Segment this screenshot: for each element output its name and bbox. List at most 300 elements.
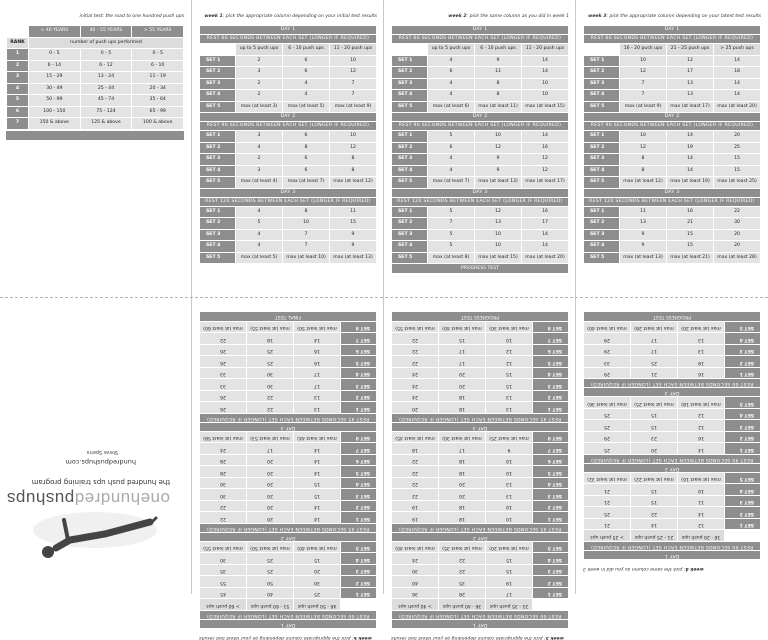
rep-count: 15 [486, 368, 533, 380]
set-row [200, 432, 377, 444]
rep-count: max (at least 30) [486, 322, 533, 334]
column-header: 46 - 50 push ups [294, 599, 341, 611]
rep-count: 16 [294, 345, 341, 357]
rep-count: 4 [236, 241, 283, 253]
rep-count: 12 [330, 142, 377, 154]
rep-count: 3 [236, 165, 283, 177]
rep-count: 6 [283, 55, 330, 67]
rep-count: 12 [475, 206, 522, 218]
set-label: SET 1 [341, 588, 377, 600]
set-label: SET 2 [584, 67, 620, 79]
rep-count: 18 [392, 443, 439, 455]
rank-label: RANK [7, 37, 29, 49]
day-title: DAY 2 [200, 113, 377, 122]
set-label: SET 2 [584, 142, 620, 154]
set-row [392, 466, 569, 478]
rep-count: 15 [486, 553, 533, 565]
rep-count: 15 [631, 496, 678, 508]
rep-count: max (at least 50) [247, 542, 294, 554]
rep-count: 18 [678, 356, 725, 368]
rep-count: 18 [439, 501, 486, 513]
set-label: SET 2 [341, 501, 377, 513]
rep-count: 13 [486, 402, 533, 414]
set-label: SET 3 [725, 496, 761, 508]
column-header: up to 5 push ups [428, 44, 475, 56]
rep-count: 12 [667, 55, 714, 67]
website-url: hundredpushups.com [65, 458, 136, 466]
day-title: DAY 1 [392, 26, 569, 35]
set-label: SET 1 [200, 206, 236, 218]
set-row [200, 588, 377, 600]
rank-row [7, 118, 184, 130]
day-title: DAY 2 [584, 113, 761, 122]
rest-instruction: REST 60 SECONDS BETWEEN EACH SET (LONGER IF REQUIRED) [392, 35, 569, 44]
set-label: SET 4 [533, 553, 569, 565]
set-label: SET 3 [341, 565, 377, 577]
rep-count: 22 [200, 501, 247, 513]
rep-count: 10 [475, 241, 522, 253]
rep-count: max (at least 60) [200, 322, 247, 334]
blank-cell [725, 530, 761, 542]
set-label: SET 4 [584, 241, 620, 253]
rest-instruction: REST 45 SECONDS BETWEEN EACH SET (LONGER IF REQUIRED) [392, 524, 569, 533]
set-label: SET 5 [341, 542, 377, 554]
rep-count: 10 [620, 55, 667, 67]
set-label: SET 1 [725, 368, 761, 380]
rep-count: 22 [247, 391, 294, 403]
set-row [584, 101, 761, 113]
rep-count: 10 [486, 455, 533, 467]
rep-count: 22 [392, 478, 439, 490]
table-cell: 100 & above [132, 118, 184, 130]
set-row [584, 333, 761, 345]
week-table [583, 311, 761, 560]
rep-count: 20 [392, 402, 439, 414]
set-row [392, 368, 569, 380]
rep-count: 8 [475, 78, 522, 90]
rep-count: 21 [667, 218, 714, 230]
rep-count: 10 [486, 512, 533, 524]
rep-count: 15 [667, 229, 714, 241]
rep-count: 10 [475, 229, 522, 241]
rep-count: 4 [283, 90, 330, 102]
rep-count: max (at least 30) [439, 432, 486, 444]
rep-count: 11 [330, 206, 377, 218]
rep-count: 16 [294, 356, 341, 368]
rep-count: max (at least 6) [428, 101, 475, 113]
set-row [584, 496, 761, 508]
rep-count: max (at least 15) [522, 101, 569, 113]
rep-count: 5 [428, 206, 475, 218]
rep-count: 14 [667, 131, 714, 143]
set-label: SET 2 [533, 576, 569, 588]
set-label: SET 8 [533, 432, 569, 444]
set-row [584, 507, 761, 519]
tagline: the hundred push ups training program [31, 478, 170, 486]
table-cell: 15 - 29 [29, 72, 81, 84]
set-row [392, 356, 569, 368]
rep-count: 19 [392, 501, 439, 513]
rep-count: 4 [236, 206, 283, 218]
rep-count: 4 [428, 55, 475, 67]
rep-count: 13 [294, 391, 341, 403]
set-label: SET 1 [341, 512, 377, 524]
rep-count: 24 [392, 379, 439, 391]
set-row [200, 101, 377, 113]
rep-count: 13 [475, 218, 522, 230]
rep-count: 10 [330, 131, 377, 143]
set-label: SET 5 [533, 466, 569, 478]
day-title: DAY 1 [392, 620, 569, 629]
rep-count: 12 [486, 345, 533, 357]
rank-row [7, 60, 184, 72]
set-row [584, 67, 761, 79]
rep-count: 9 [486, 443, 533, 455]
table-cell: 150 & above [29, 118, 81, 130]
set-row [200, 252, 377, 264]
day-title: DAY 1 [584, 551, 761, 560]
rep-count: 13 [294, 402, 341, 414]
set-label: SET 5 [392, 101, 428, 113]
set-label: SET 6 [341, 345, 377, 357]
rep-count: 21 [584, 496, 631, 508]
rep-count: 17 [439, 443, 486, 455]
set-row [392, 379, 569, 391]
rep-count: 28 [439, 588, 486, 600]
rep-count: max (at least 20) [678, 322, 725, 334]
rep-count: 20 [247, 478, 294, 490]
rep-count: 16 [667, 206, 714, 218]
rep-count: 10 [522, 90, 569, 102]
rep-count: 18 [247, 333, 294, 345]
blank-cell [392, 44, 428, 56]
set-row [200, 565, 377, 577]
rep-count: 30 [247, 368, 294, 380]
rep-count: 12 [620, 67, 667, 79]
rep-count: 14 [522, 229, 569, 241]
day-title: DAY 2 [200, 533, 377, 542]
set-label: SET 4 [341, 553, 377, 565]
rep-count: 15 [486, 379, 533, 391]
table-cell: 4 [7, 83, 29, 95]
rep-count: 10 [475, 131, 522, 143]
column-header: 11 - 20 push ups [522, 44, 569, 56]
table-cell: 6 - 14 [29, 60, 81, 72]
rep-count: 15 [294, 489, 341, 501]
rank-row [7, 72, 184, 84]
rep-count: 17 [522, 218, 569, 230]
table-cell: 0 - 5 [132, 49, 184, 61]
set-label: SET 3 [392, 154, 428, 166]
rep-count: 26 [200, 356, 247, 368]
table-cell: 125 & above [80, 118, 132, 130]
set-label: SET 2 [725, 432, 761, 444]
set-label: SET 3 [533, 379, 569, 391]
rep-count: 36 [392, 588, 439, 600]
rep-count: 20 [439, 489, 486, 501]
rep-count: 18 [439, 402, 486, 414]
set-row [200, 142, 377, 154]
rep-count: max (at least 53) [247, 432, 294, 444]
set-row [392, 588, 569, 600]
rep-count: 17 [631, 333, 678, 345]
week-table [199, 311, 377, 629]
rep-count: 20 [247, 466, 294, 478]
set-label: SET 1 [533, 512, 569, 524]
initial-test-table [6, 25, 184, 130]
blank-cell [341, 599, 377, 611]
set-row [584, 473, 761, 485]
rep-count: max (at least 40) [294, 542, 341, 554]
rep-count: 19 [392, 512, 439, 524]
set-label: SET 4 [200, 90, 236, 102]
initial-caption: initial test: the road to one hundred push ups [79, 14, 184, 19]
set-row [584, 78, 761, 90]
rep-count: 22 [439, 565, 486, 577]
set-label: SET 3 [584, 229, 620, 241]
rep-count: 12 [522, 154, 569, 166]
set-label: SET 3 [584, 78, 620, 90]
blank-cell [584, 44, 620, 56]
set-row [392, 154, 569, 166]
rep-count: max (at least 20) [522, 252, 569, 264]
table-cell: 100 - 150 [29, 106, 81, 118]
set-row [392, 78, 569, 90]
set-row [584, 519, 761, 531]
set-row [392, 553, 569, 565]
rep-count: 4 [236, 229, 283, 241]
set-label: SET 5 [200, 177, 236, 189]
rep-count: 10 [678, 484, 725, 496]
set-row [392, 229, 569, 241]
set-label: SET 4 [584, 90, 620, 102]
set-label: SET 2 [392, 67, 428, 79]
cover-panel [6, 420, 184, 570]
rep-count: 22 [392, 356, 439, 368]
rep-count: 12 [330, 67, 377, 79]
rep-count: 30 [200, 489, 247, 501]
rep-count: 26 [200, 402, 247, 414]
test-footer: FINAL TEST [200, 312, 377, 322]
set-label: SET 4 [392, 241, 428, 253]
day-title: DAY 2 [392, 533, 569, 542]
rep-count: max (at least 9) [620, 101, 667, 113]
rep-count: max (at least 12) [330, 177, 377, 189]
rep-count: 15 [439, 333, 486, 345]
rep-count: max (at least 40) [439, 322, 486, 334]
rep-count: 15 [667, 241, 714, 253]
rep-count: 9 [620, 229, 667, 241]
table-cell: 20 - 34 [132, 83, 184, 95]
rep-count: max (at least 35) [439, 542, 486, 554]
rep-count: 19 [667, 142, 714, 154]
set-label: SET 5 [200, 101, 236, 113]
set-row [392, 55, 569, 67]
rep-count: max (at least 22) [631, 473, 678, 485]
rep-count: max (at least 4) [236, 177, 283, 189]
rest-instruction: REST 120 SECONDS BETWEEN EACH SET (LONGER IF REQUIRED) [584, 197, 761, 206]
rep-count: 14 [714, 78, 761, 90]
rep-count: 22 [200, 333, 247, 345]
rep-count: max (at least 55) [247, 322, 294, 334]
set-label: SET 2 [341, 391, 377, 403]
set-row [200, 576, 377, 588]
set-label: SET 5 [200, 252, 236, 264]
rank-row [7, 83, 184, 95]
set-row [584, 252, 761, 264]
age-header: > 55 YEARS [132, 26, 184, 38]
set-row [584, 165, 761, 177]
rep-count: 2 [236, 78, 283, 90]
rep-count: 10 [620, 131, 667, 143]
set-row [392, 333, 569, 345]
column-header: > 40 push ups [392, 599, 439, 611]
table-cell: 13 - 24 [80, 72, 132, 84]
set-label: SET 3 [200, 229, 236, 241]
rep-count: 29 [584, 333, 631, 345]
set-row [584, 484, 761, 496]
table-cell: 5 [7, 95, 29, 107]
set-row [392, 142, 569, 154]
set-label: SET 7 [341, 443, 377, 455]
rep-count: 14 [522, 67, 569, 79]
age-header: 40 - 55 YEARS [80, 26, 132, 38]
rep-count: 13 [678, 345, 725, 357]
rep-count: 15 [714, 165, 761, 177]
rep-count: 7 [283, 229, 330, 241]
rep-count: 17 [667, 67, 714, 79]
rep-count: 14 [294, 455, 341, 467]
rest-instruction: REST 45 SECONDS BETWEEN EACH SET (LONGER IF REQUIRED) [392, 414, 569, 423]
set-row [584, 154, 761, 166]
rep-count: 30 [200, 478, 247, 490]
rep-count: 15 [631, 484, 678, 496]
rep-count: 13 [486, 489, 533, 501]
table-cell: 1 [7, 49, 29, 61]
rep-count: 20 [631, 443, 678, 455]
rep-count: 2 [236, 154, 283, 166]
set-label: SET 3 [200, 78, 236, 90]
rep-count: 14 [294, 512, 341, 524]
set-label: SET 4 [392, 90, 428, 102]
set-row [392, 489, 569, 501]
set-row [584, 218, 761, 230]
rep-count: 14 [678, 507, 725, 519]
rep-count: 15 [330, 218, 377, 230]
set-label: SET 4 [584, 165, 620, 177]
rep-count: max (at least 36) [584, 397, 631, 409]
day-title: DAY 3 [200, 423, 377, 432]
rep-count: max (at least 9) [330, 101, 377, 113]
set-label: SET 3 [392, 78, 428, 90]
week5-panel [391, 311, 569, 640]
rep-count: 28 [200, 466, 247, 478]
set-label: SET 2 [341, 576, 377, 588]
rep-count: 5 [428, 229, 475, 241]
rep-count: 14 [667, 165, 714, 177]
table-cell: 6 - 12 [80, 60, 132, 72]
column-header: 21 - 25 push ups [631, 530, 678, 542]
rep-count: 29 [584, 345, 631, 357]
rep-count: 12 [486, 356, 533, 368]
blank-cell [533, 599, 569, 611]
rep-count: 8 [475, 90, 522, 102]
table-cell: 50 - 99 [29, 95, 81, 107]
rep-count: 7 [428, 218, 475, 230]
table-cell: 6 [7, 106, 29, 118]
rep-count: 7 [620, 78, 667, 90]
rep-count: 14 [631, 519, 678, 531]
set-label: SET 2 [200, 218, 236, 230]
age-header: < 40 YEARS [29, 26, 81, 38]
set-row [200, 489, 377, 501]
rep-count: 12 [678, 519, 725, 531]
rep-count: 24 [392, 553, 439, 565]
set-label: SET 4 [533, 368, 569, 380]
rep-count: 14 [714, 55, 761, 67]
rep-count: max (at least 10) [283, 252, 330, 264]
set-label: SET 4 [392, 165, 428, 177]
set-row [392, 443, 569, 455]
set-label: SET 4 [725, 409, 761, 421]
rep-count: 25 [247, 553, 294, 565]
set-row [200, 466, 377, 478]
rep-count: 7 [620, 90, 667, 102]
rep-count: 7 [330, 78, 377, 90]
week-table [391, 25, 569, 274]
week-caption: week 4: pick the same column as you did in week 3 [583, 566, 704, 571]
week1-panel [199, 14, 377, 264]
set-label: SET 4 [341, 478, 377, 490]
rep-count: max (at least 58) [200, 432, 247, 444]
set-row [392, 345, 569, 357]
rep-count: 7 [283, 241, 330, 253]
column-header: 31 - 35 push ups [486, 599, 533, 611]
rep-count: 14 [667, 154, 714, 166]
rep-count: 9 [620, 241, 667, 253]
set-label: SET 5 [725, 473, 761, 485]
rep-count: 14 [294, 501, 341, 513]
set-label: SET 6 [341, 455, 377, 467]
rep-count: max (at least 25) [714, 177, 761, 189]
rep-count: 13 [486, 391, 533, 403]
rep-count: 8 [330, 154, 377, 166]
rep-count: 16 [522, 142, 569, 154]
set-label: SET 5 [584, 177, 620, 189]
rep-count: 20 [714, 131, 761, 143]
rep-count: 21 [631, 368, 678, 380]
rep-count: 20 [439, 478, 486, 490]
rep-count: 5 [236, 218, 283, 230]
set-row [200, 345, 377, 357]
rep-count: 14 [714, 90, 761, 102]
set-row [200, 154, 377, 166]
set-row [392, 455, 569, 467]
set-row [200, 90, 377, 102]
set-row [392, 391, 569, 403]
rep-count: 14 [678, 443, 725, 455]
set-row [584, 432, 761, 444]
column-header: 36 - 40 push ups [439, 599, 486, 611]
set-label: SET 8 [533, 322, 569, 334]
rep-count: 33 [200, 368, 247, 380]
rep-count: 4 [236, 142, 283, 154]
rep-count: 2 [236, 90, 283, 102]
rep-count: 14 [294, 333, 341, 345]
rep-count: 30 [714, 218, 761, 230]
set-label: SET 3 [584, 154, 620, 166]
set-row [392, 501, 569, 513]
